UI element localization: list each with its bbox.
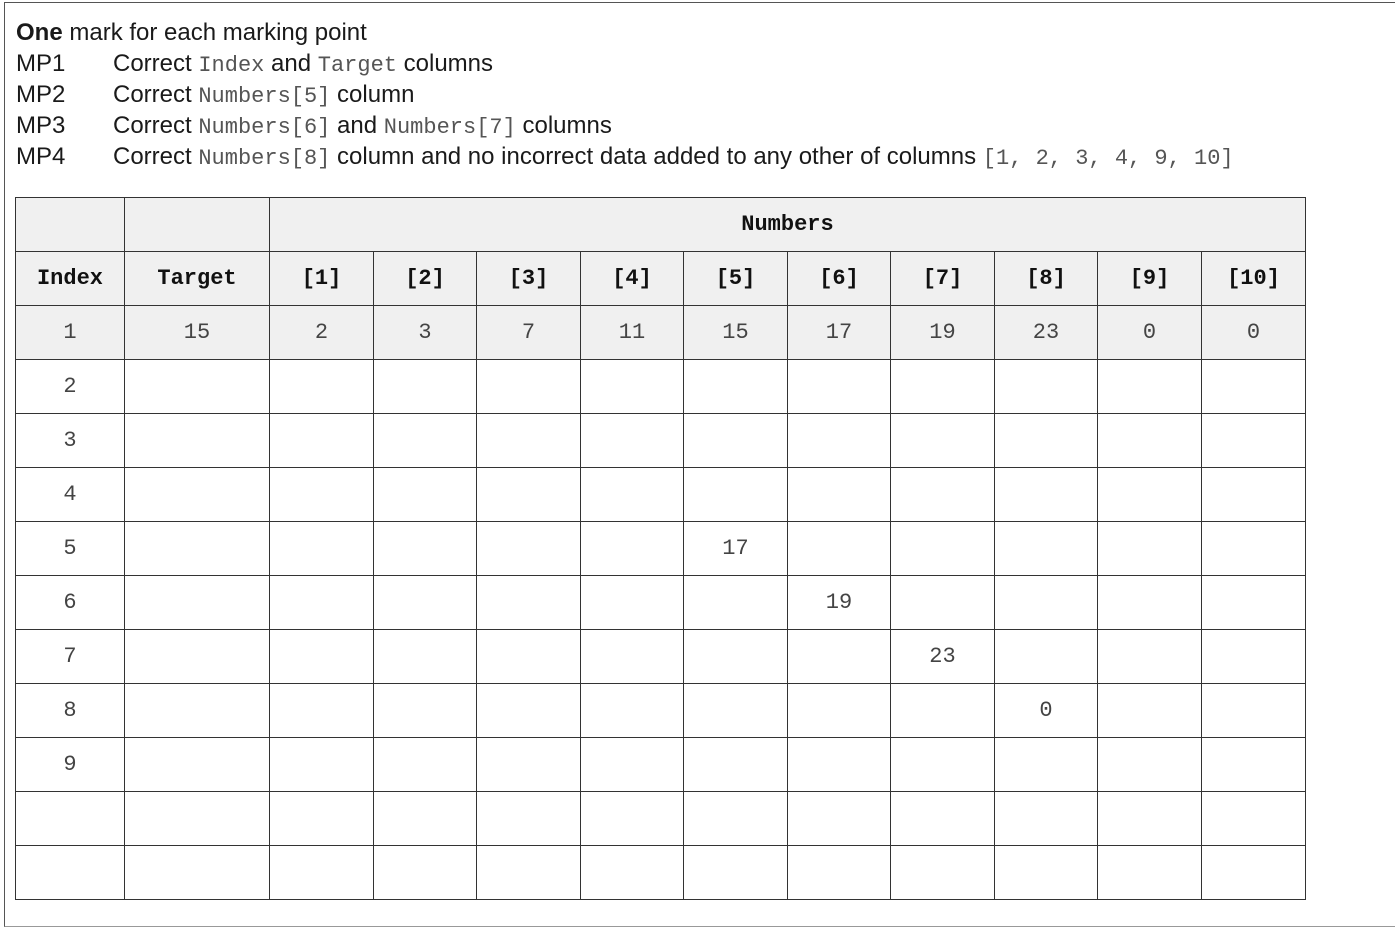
table-cell [270, 630, 374, 684]
table-cell [788, 360, 891, 414]
table-cell [270, 468, 374, 522]
table-cell: 5 [16, 522, 125, 576]
table-cell: 7 [16, 630, 125, 684]
code-term: [1, 2, 3, 4, 9, 10] [982, 146, 1234, 171]
table-cell: 15 [125, 306, 270, 360]
table-cell [1202, 684, 1306, 738]
table-cell [1202, 414, 1306, 468]
table-cell [581, 738, 684, 792]
column-header: [6] [788, 252, 891, 306]
table-cell [891, 522, 995, 576]
table-cell [16, 846, 125, 900]
table-cell: 9 [16, 738, 125, 792]
table-cell [1202, 576, 1306, 630]
code-term: Numbers[7] [383, 115, 516, 140]
table-row [16, 576, 1306, 630]
table-cell [995, 576, 1098, 630]
table-cell [684, 576, 788, 630]
table-cell [16, 792, 125, 846]
table-row [16, 522, 1306, 576]
table-cell: 0 [1098, 306, 1202, 360]
table-cell [477, 522, 581, 576]
table-cell [891, 468, 995, 522]
table-cell [477, 360, 581, 414]
table-cell [125, 846, 270, 900]
table-row [16, 468, 1306, 522]
table-cell [1098, 792, 1202, 846]
marking-point-text: and [330, 112, 384, 139]
table-cell [788, 414, 891, 468]
table-cell [581, 630, 684, 684]
table-cell [995, 846, 1098, 900]
table-cell [1202, 792, 1306, 846]
table-cell [374, 738, 477, 792]
column-header: [5] [684, 252, 788, 306]
table-cell: 3 [16, 414, 125, 468]
table-cell [374, 468, 477, 522]
code-term: Numbers[6] [198, 115, 331, 140]
code-term: Index [198, 53, 265, 78]
table-cell [995, 630, 1098, 684]
table-cell [788, 522, 891, 576]
table-cell [684, 630, 788, 684]
table-cell [684, 360, 788, 414]
marking-point-code: MP3 [16, 112, 66, 139]
code-term: Numbers[5] [198, 84, 331, 109]
table-cell [1202, 468, 1306, 522]
table-row [16, 684, 1306, 738]
table-cell [995, 414, 1098, 468]
table-cell [374, 522, 477, 576]
table-cell [270, 360, 374, 414]
table-cell: 23 [891, 630, 995, 684]
table-cell [581, 522, 684, 576]
marking-point-text: column [330, 81, 415, 108]
numbers-group-header: Numbers [270, 198, 1306, 252]
table-cell [125, 576, 270, 630]
column-header: [1] [270, 252, 374, 306]
marking-scheme [16, 17, 1234, 172]
table-cell [788, 738, 891, 792]
table-cell [1098, 360, 1202, 414]
table-row [16, 846, 1306, 900]
table-cell [684, 468, 788, 522]
target-blank-header [125, 198, 270, 252]
table-cell [125, 792, 270, 846]
intro-text: mark for each marking point [62, 19, 367, 46]
table-cell [477, 576, 581, 630]
table-cell [270, 522, 374, 576]
table-cell [477, 630, 581, 684]
table-cell [684, 684, 788, 738]
table-cell [1098, 522, 1202, 576]
marking-point-list [16, 48, 1234, 172]
table-cell [891, 576, 995, 630]
marking-point-text: Correct [113, 112, 199, 139]
table-cell [477, 468, 581, 522]
table-cell [995, 468, 1098, 522]
table-cell [1098, 576, 1202, 630]
table-cell [125, 522, 270, 576]
column-header-row [16, 252, 1306, 306]
column-header: [3] [477, 252, 581, 306]
group-header-row [16, 198, 1306, 252]
table-cell: 19 [891, 306, 995, 360]
marking-point-text: columns [396, 50, 494, 77]
table-cell [684, 738, 788, 792]
table-cell: 3 [374, 306, 477, 360]
table-cell: 11 [581, 306, 684, 360]
table-cell [891, 414, 995, 468]
table-cell [125, 414, 270, 468]
table-cell [891, 684, 995, 738]
table-row [16, 360, 1306, 414]
table-cell: 2 [270, 306, 374, 360]
table-cell [374, 414, 477, 468]
table-cell [891, 738, 995, 792]
table-cell [581, 360, 684, 414]
table-cell: 0 [995, 684, 1098, 738]
table-cell [270, 684, 374, 738]
table-cell: 2 [16, 360, 125, 414]
table-cell [995, 522, 1098, 576]
table-cell: 17 [684, 522, 788, 576]
table-cell [270, 414, 374, 468]
table-cell [581, 846, 684, 900]
table-cell [477, 738, 581, 792]
table-cell [788, 792, 891, 846]
table-cell [1098, 414, 1202, 468]
table-cell [788, 684, 891, 738]
table-row [16, 738, 1306, 792]
column-header: [4] [581, 252, 684, 306]
table-cell [1202, 522, 1306, 576]
marking-point-4 [16, 141, 1234, 172]
table-cell [374, 360, 477, 414]
table-cell [995, 738, 1098, 792]
intro-bold: One [16, 19, 63, 46]
table-cell [995, 792, 1098, 846]
table-cell [788, 846, 891, 900]
table-cell: 7 [477, 306, 581, 360]
table-cell [270, 738, 374, 792]
intro-line [16, 17, 1234, 48]
column-header: Index [16, 252, 125, 306]
table-cell [788, 468, 891, 522]
table-cell [581, 414, 684, 468]
table-cell [684, 846, 788, 900]
table-cell [581, 576, 684, 630]
table-cell [1202, 738, 1306, 792]
table-cell [125, 360, 270, 414]
table-cell [891, 792, 995, 846]
table-cell [684, 414, 788, 468]
table-cell [125, 630, 270, 684]
marking-point-1 [16, 48, 1234, 79]
column-header: [7] [891, 252, 995, 306]
column-header: [2] [374, 252, 477, 306]
table-cell: 6 [16, 576, 125, 630]
table-cell [1098, 468, 1202, 522]
table-cell: 23 [995, 306, 1098, 360]
table-cell [270, 576, 374, 630]
table-cell: 17 [788, 306, 891, 360]
table-cell [1098, 846, 1202, 900]
table-cell [477, 414, 581, 468]
table-cell [581, 468, 684, 522]
column-header: [9] [1098, 252, 1202, 306]
trace-table [15, 197, 1306, 900]
marking-point-text: columns [515, 112, 612, 139]
table-cell: 4 [16, 468, 125, 522]
table-cell [374, 792, 477, 846]
table-row [16, 630, 1306, 684]
table-cell [270, 846, 374, 900]
table-cell: 8 [16, 684, 125, 738]
table-cell [1202, 360, 1306, 414]
table-cell [125, 468, 270, 522]
table-cell: 15 [684, 306, 788, 360]
table-cell: 19 [788, 576, 891, 630]
marking-point-text: column and no incorrect data added to any other of columns [330, 143, 983, 170]
code-term: Target [317, 53, 397, 78]
table-cell [684, 792, 788, 846]
marking-point-3 [16, 110, 1234, 141]
table-cell [374, 576, 477, 630]
trace-body [16, 306, 1306, 900]
table-cell [125, 684, 270, 738]
table-cell [477, 846, 581, 900]
table-cell [891, 360, 995, 414]
table-cell [125, 738, 270, 792]
marking-point-text: Correct [113, 50, 199, 77]
table-cell [1202, 630, 1306, 684]
code-term: Numbers[8] [198, 146, 331, 171]
table-cell [374, 684, 477, 738]
marking-point-text: Correct [113, 143, 199, 170]
table-row [16, 414, 1306, 468]
column-header: [8] [995, 252, 1098, 306]
table-cell [374, 846, 477, 900]
table-cell [270, 792, 374, 846]
table-cell [1098, 684, 1202, 738]
table-cell [995, 360, 1098, 414]
marking-point-code: MP2 [16, 81, 66, 108]
table-cell [477, 684, 581, 738]
table-cell [374, 630, 477, 684]
table-cell [581, 684, 684, 738]
marking-point-code: MP4 [16, 143, 66, 170]
column-header: [10] [1202, 252, 1306, 306]
table-cell [1098, 630, 1202, 684]
table-cell [1202, 846, 1306, 900]
table-cell [477, 792, 581, 846]
marking-point-text: Correct [113, 81, 199, 108]
marking-point-text: and [264, 50, 318, 77]
table-cell [788, 630, 891, 684]
table-cell [581, 792, 684, 846]
table-row [16, 306, 1306, 360]
table-cell: 0 [1202, 306, 1306, 360]
table-cell: 1 [16, 306, 125, 360]
index-blank-header [16, 198, 125, 252]
table-cell [891, 846, 995, 900]
column-header: Target [125, 252, 270, 306]
marking-point-code: MP1 [16, 50, 66, 77]
table-cell [1098, 738, 1202, 792]
table-row [16, 792, 1306, 846]
marking-point-2 [16, 79, 1234, 110]
